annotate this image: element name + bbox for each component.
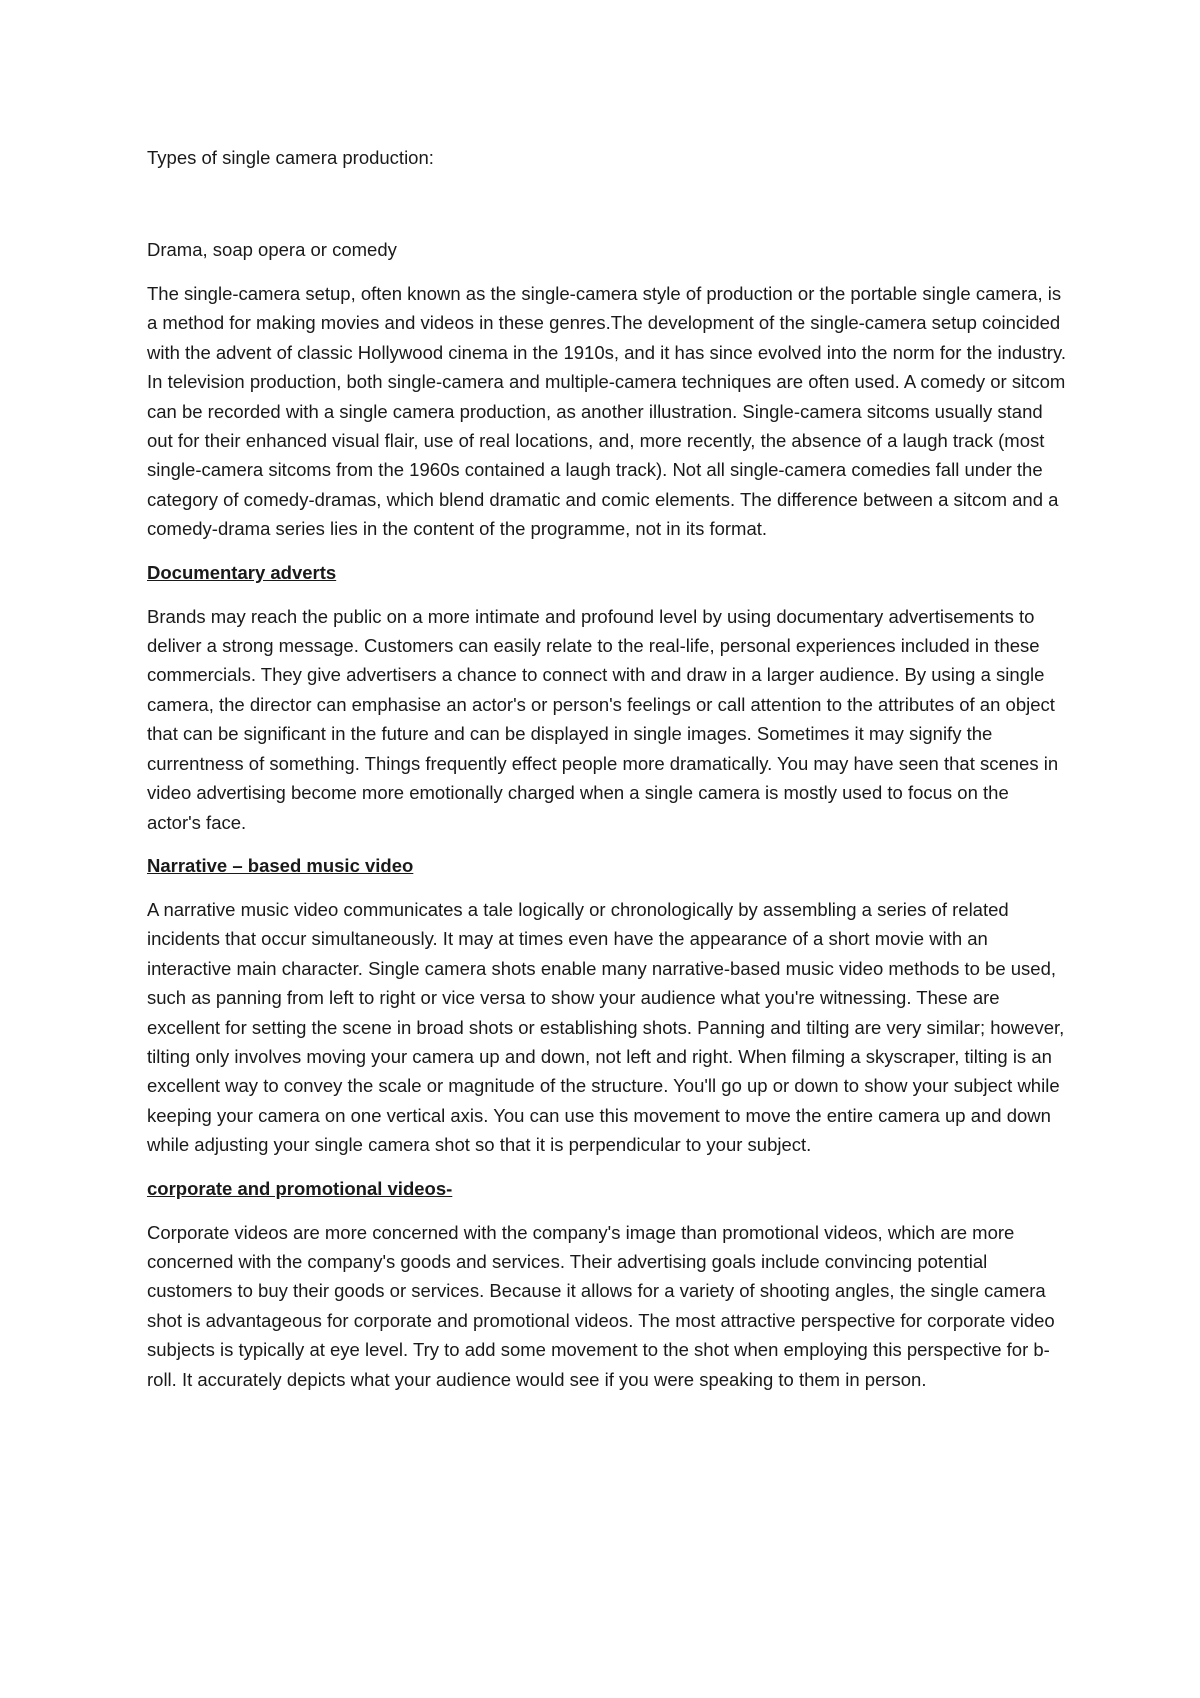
section-corporate-promotional <box>147 1174 1067 1394</box>
section-heading-corporate-promotional: corporate and promotional videos- <box>147 1177 453 1199</box>
section-documentary-adverts <box>147 558 1067 837</box>
section-heading-documentary-adverts: Documentary adverts <box>147 561 337 583</box>
section-body-documentary-adverts: Brands may reach the public on a more intimate and profound level by using documentary advertisements to deliver a strong message. Customers can easily relate to the real-life, personal experiences included in these commercials. They give advertisers a chance to connect with and draw in a larger audience. By using a single camera, the director can emphasise an actor's or person's feelings or call attention to the attributes of an object that can be significant in the future and can be displayed in single images. Sometimes it may signify the currentness of something. Things frequently effect people more dramatically. You may have seen that scenes in video advertising become more emotionally charged when a single camera is mostly used to focus on the actor's face. <box>147 605 1059 833</box>
document-title: Types of single camera production: <box>147 147 434 168</box>
section-heading-drama: Drama, soap opera or comedy <box>147 239 397 260</box>
section-heading-narrative-music-video: Narrative – based music video <box>147 854 414 876</box>
section-body-drama: The single-camera setup, often known as the single-camera style of production or the portable single camera, is a method for making movies and videos in these genres.The development of the single-camera setup coincided with the advent of classic Hollywood cinema in the 1910s, and it has since evolved into the norm for the industry. In television production, both single-camera and multiple-camera techniques are often used. A comedy or sitcom can be recorded with a single camera production, as another illustration. Single-camera sitcoms usually stand out for their enhanced visual flair, use of real locations, and, more recently, the absence of a laugh track (most single-camera sitcoms from the 1960s contained a laugh track). Not all single-camera comedies fall under the category of comedy-dramas, which blend dramatic and comic elements. The difference between a sitcom and a comedy-drama series lies in the content of the programme, not in its format. <box>147 283 1066 540</box>
section-drama <box>147 235 1067 544</box>
section-body-corporate-promotional: Corporate videos are more concerned with the company's image than promotional videos, which are more concerned with the company's goods and services. Their advertising goals include convincing potential customers to buy their goods or services. Because it allows for a variety of shooting angles, the single camera shot is advantageous for corporate and promotional videos. The most attractive perspective for corporate video subjects is typically at eye level. Try to add some movement to the shot when employing this perspective for b-roll. It accurately depicts what your audience would see if you were speaking to them in person. <box>147 1221 1055 1390</box>
section-body-narrative-music-video: A narrative music video communicates a tale logically or chronologically by assembling a series of related incidents that occur simultaneously. It may at times even have the appearance of a short movie with an interactive main character. Single camera shots enable many narrative-based music video methods to be used, such as panning from left to right or vice versa to show your audience what you're witnessing. These are excellent for setting the scene in broad shots or establishing shots. Panning and tilting are very similar; however, tilting only involves moving your camera up and down, not left and right. When filming a skyscraper, tilting is an excellent way to convey the scale or magnitude of the structure. You'll go up or down to show your subject while keeping your camera on one vertical axis. You can use this movement to move the entire camera up and down while adjusting your single camera shot so that it is perpendicular to your subject. <box>147 898 1065 1156</box>
document-content <box>147 143 1067 1408</box>
section-narrative-music-video <box>147 851 1067 1160</box>
